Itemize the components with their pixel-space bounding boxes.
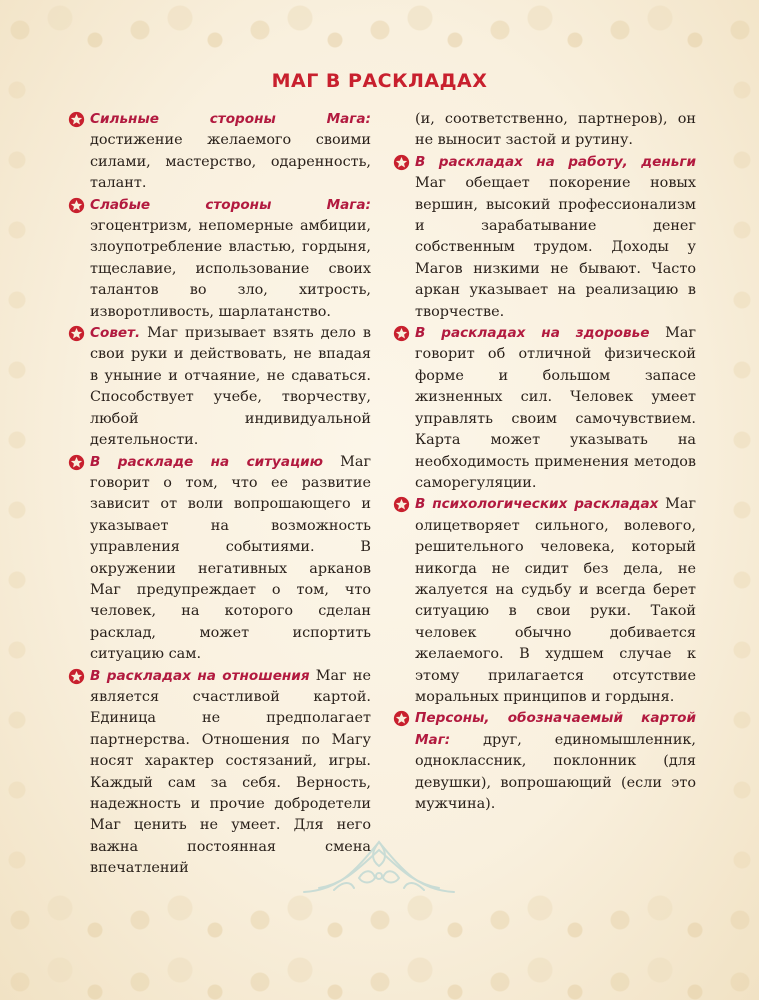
entry-heading: Слабые стороны Мага: — [90, 196, 371, 213]
left-column — [68, 109, 371, 880]
star-bullet-icon — [68, 454, 85, 471]
entry-psychology — [393, 494, 696, 708]
entry-heading: В раскладах на здоровье — [415, 325, 650, 342]
entry-situation — [68, 452, 371, 666]
star-bullet-icon — [68, 668, 85, 685]
entry-strengths — [68, 109, 371, 195]
entry-text: Маг призывает взять дело в свои руки и действовать, не впадая в уныние и отчаяние, не сдаваться. Способствует учебе, творчеству, любой индивидуальной деятельности. — [90, 325, 371, 449]
entry-persons — [393, 708, 696, 815]
entry-health — [393, 323, 696, 494]
page-title: МАГ В РАСКЛАДАХ — [271, 70, 488, 92]
star-bullet-icon — [393, 154, 410, 171]
top-ornament-border — [0, 0, 759, 62]
bottom-ornament-border — [0, 890, 759, 1000]
entry-heading: Персоны, обозначаемый картой Маг: — [415, 710, 696, 748]
entry-continuation: (и, соответственно, партнеров), он не выносит застой и рутину. — [415, 111, 696, 149]
entry-paragraph — [90, 109, 371, 195]
entry-heading: Совет. — [90, 325, 141, 342]
entry-text: друг, единомышленник, одноклассник, поклонник (для девушки), вопрошающий (если это мужчина). — [415, 731, 696, 812]
entry-text: Маг олицетворяет сильного, волевого, решительного человека, который никогда не сидит без дела, не жалуется на судьбу и всегда берет ситуацию в свои руки. Такой человек обычно добивается желаемого. В худшем случае к этому прилагается отсутствие моральных принципов и гордыня. — [415, 496, 697, 705]
entry-paragraph — [90, 323, 371, 451]
entry-heading: В раскладах на отношения — [90, 667, 310, 684]
star-bullet-icon — [393, 496, 410, 513]
entry-weaknesses — [68, 195, 371, 323]
entry-text: достижение желаемого своими силами, мастерство, одаренность, талант. — [90, 132, 371, 192]
star-bullet-icon — [68, 197, 85, 214]
left-ornament-border — [0, 60, 34, 890]
entry-heading: Сильные стороны Мага: — [90, 111, 371, 127]
entry-text: эгоцентризм, непомерные амбиции, злоупотребление властью, гордыня, тщеславие, использование своих талантов во зло, хитрость, изворотливость, шарлатанство. — [90, 218, 371, 320]
right-ornament-border — [725, 60, 759, 890]
entry-paragraph — [90, 452, 371, 666]
ornament-icon — [299, 832, 459, 894]
entry-heading: В раскладе на ситуацию — [90, 453, 323, 470]
star-bullet-icon — [393, 325, 410, 342]
entry-paragraph — [415, 708, 696, 815]
entry-text: Маг говорит о том, что ее развитие зависит от воли вопрошающего и указывает на возможность управления событиями. В окружении негативных арканов Маг предупреждает о том, что человек, на которого сделан расклад, может испортить ситуацию сам. — [90, 453, 372, 663]
entry-text: Маг не является счастливой картой. Единица не предполагает партнерства. Отношения по Магу носят характер состязаний, игры. Каждый сам за себя. Верность, надежность и прочие добродетели Маг ценить не умеет. Для него важна постоянная смена впечатлений — [90, 667, 371, 877]
entry-paragraph — [415, 152, 696, 323]
star-bullet-icon — [393, 710, 410, 727]
entry-text: Маг говорит об отличной физической форме и большом запасе жизненных сил. Человек умеет управлять своим самочувствием. Карта может указывать на необходимость применения методов саморегуляции. — [415, 325, 696, 491]
entry-paragraph — [415, 323, 696, 494]
star-bullet-icon — [68, 111, 85, 128]
star-bullet-icon — [68, 325, 85, 342]
entry-advice — [68, 323, 371, 451]
right-column — [393, 109, 696, 880]
entry-text: Маг обещает покорение новых вершин, высокий профессионализм и зарабатывание денег собственным трудом. Доходы у Магов низкими не бывают. Часто аркан указывает на реализацию в творчестве. — [415, 175, 696, 320]
entry-work-money — [393, 152, 696, 323]
entry-heading: В психологических раскладах — [415, 496, 659, 513]
entry-heading: В раскладах на работу, деньги — [415, 153, 696, 170]
entry-paragraph — [90, 195, 371, 323]
text-columns — [68, 109, 696, 880]
entry-paragraph — [415, 494, 696, 708]
